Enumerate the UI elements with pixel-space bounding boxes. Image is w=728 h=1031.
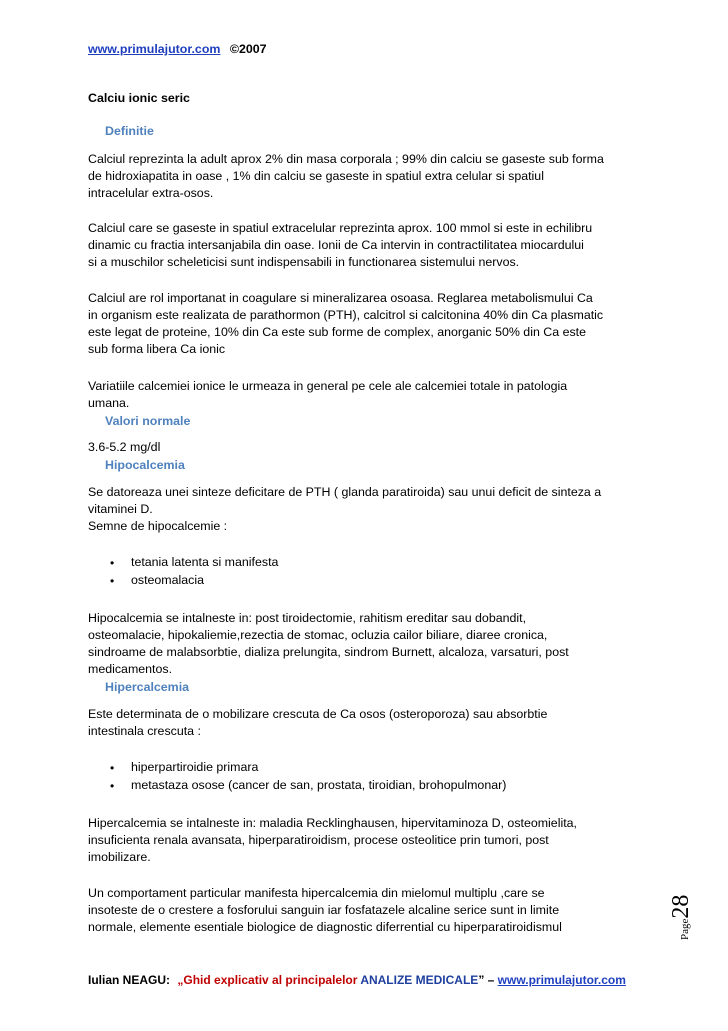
paragraph-line: Se datoreaza unei sinteze deficitare de PTH ( glanda paratiroida) sau unui deficit de sinteza a (88, 485, 602, 499)
bullet-marker: • (110, 779, 115, 793)
list-item: osteomalacia (131, 573, 205, 587)
paragraph-line: Hipercalcemia se intalneste in: maladia Recklinghausen, hipervitaminoza D, osteomielita, (88, 816, 577, 830)
paragraph-line: Semne de hipocalcemie : (88, 519, 228, 533)
normal-value: 3.6-5.2 mg/dl (88, 440, 161, 454)
paragraph-line: si a muschilor scheleticisi sunt indispensabili in functionarea sistemului nervos. (88, 255, 520, 269)
bullet-marker: • (110, 556, 115, 570)
paragraph-line: Variatiile calcemiei ionice le urmeaza in general pe cele ale calcemiei totale in patologia (88, 379, 568, 393)
paragraph-line: Calciul are rol importanat in coagulare si mineralizarea osoasa. Reglarea metabolismului Ca (88, 291, 593, 305)
paragraph-line: Este determinata de o mobilizare crescuta de Ca osos (osteroporoza) sau absorbtie (88, 707, 548, 721)
footer-book-title: „Ghid explicativ al principalelor (177, 973, 358, 987)
heading-valori-normale: Valori normale (105, 414, 191, 428)
paragraph-line: sub forma libera Ca ionic (88, 342, 226, 356)
footer-book-highlight: ANALIZE MEDICALE (360, 973, 479, 987)
page-number (668, 880, 708, 940)
paragraph-line: intestinala crescuta : (88, 724, 201, 738)
bullet-marker: • (110, 574, 115, 588)
paragraph-line: umana. (88, 396, 130, 410)
paragraph-line: dinamic cu fractia intersanjabila din oase. Ionii de Ca intervin in contractilitatea miocardului (88, 238, 584, 252)
paragraph-line: normale, elemente esentiale biologice de diagnostic diferrential cu hiperparatiroidismul (88, 920, 562, 934)
copyright-text: ©2007 (229, 42, 267, 56)
paragraph-line: medicamentos. (88, 662, 173, 676)
paragraph-line: sindroame de malabsorbtie, dializa prelungita, sindrom Burnett, alcaloza, varsaturi, post (88, 645, 569, 659)
paragraph-line: in organism este realizata de parathormon (PTH), calcitrol si calcitonina 40% din Ca plasmatic (88, 308, 604, 322)
footer-separator: ” – (478, 973, 495, 987)
page-label: Page (679, 918, 691, 940)
paragraph-line: de hidroxiapatita in oase , 1% din calciu se gaseste in spatiul extra celular si spatiul (88, 169, 544, 183)
list-item: metastaza osose (cancer de san, prostata, tiroidian, brohopulmonar) (131, 778, 507, 792)
paragraph-line: insoteste de o crestere a fosforului sanguin iar fosfatazele alcaline serice sunt in limite (88, 903, 560, 917)
page-header (88, 41, 267, 58)
heading-hipocalcemia: Hipocalcemia (105, 458, 185, 472)
paragraph-line: osteomalacie, hipokaliemie,rezectia de stomac, ocluzia cailor biliare, diaree cronica, (88, 628, 548, 642)
paragraph-line: Hipocalcemia se intalneste in: post tiroidectomie, rahitism ereditar sau dobandit, (88, 611, 527, 625)
page-footer (88, 973, 626, 987)
footer-author: Iulian NEAGU: (88, 973, 171, 987)
paragraph-line: vitaminei D. (88, 502, 153, 516)
bullet-marker: • (110, 761, 115, 775)
paragraph-line: Un comportament particular manifesta hipercalcemia din mielomul multiplu ,care se (88, 886, 545, 900)
site-link[interactable]: www.primulajutor.com (88, 42, 221, 56)
paragraph-line: Calciul care se gaseste in spatiul extracelular reprezinta aprox. 100 mmol si este in echilibru (88, 221, 593, 235)
page-number-value: 28 (668, 894, 694, 919)
paragraph-line: Calciul reprezinta la adult aprox 2% din masa corporala ; 99% din calciu se gaseste sub forma (88, 152, 604, 166)
list-item: hiperpartiroidie primara (131, 760, 259, 774)
footer-link[interactable]: www.primulajutor.com (497, 973, 626, 987)
paragraph-line: este legat de proteine, 10% din Ca este sub forme de complex, anorganic 50% din Ca este (88, 325, 586, 339)
paragraph-line: intracelular extra-osos. (88, 186, 214, 200)
list-item: tetania latenta si manifesta (131, 555, 279, 569)
paragraph-line: insuficienta renala avansata, hiperparatiroidism, procese osteolitice prin tumori, post (88, 833, 549, 847)
heading-hipercalcemia: Hipercalcemia (105, 680, 190, 694)
heading-definitie: Definitie (105, 124, 154, 138)
paragraph-line: imobilizare. (88, 850, 151, 864)
page-title: Calciu ionic seric (88, 91, 190, 105)
